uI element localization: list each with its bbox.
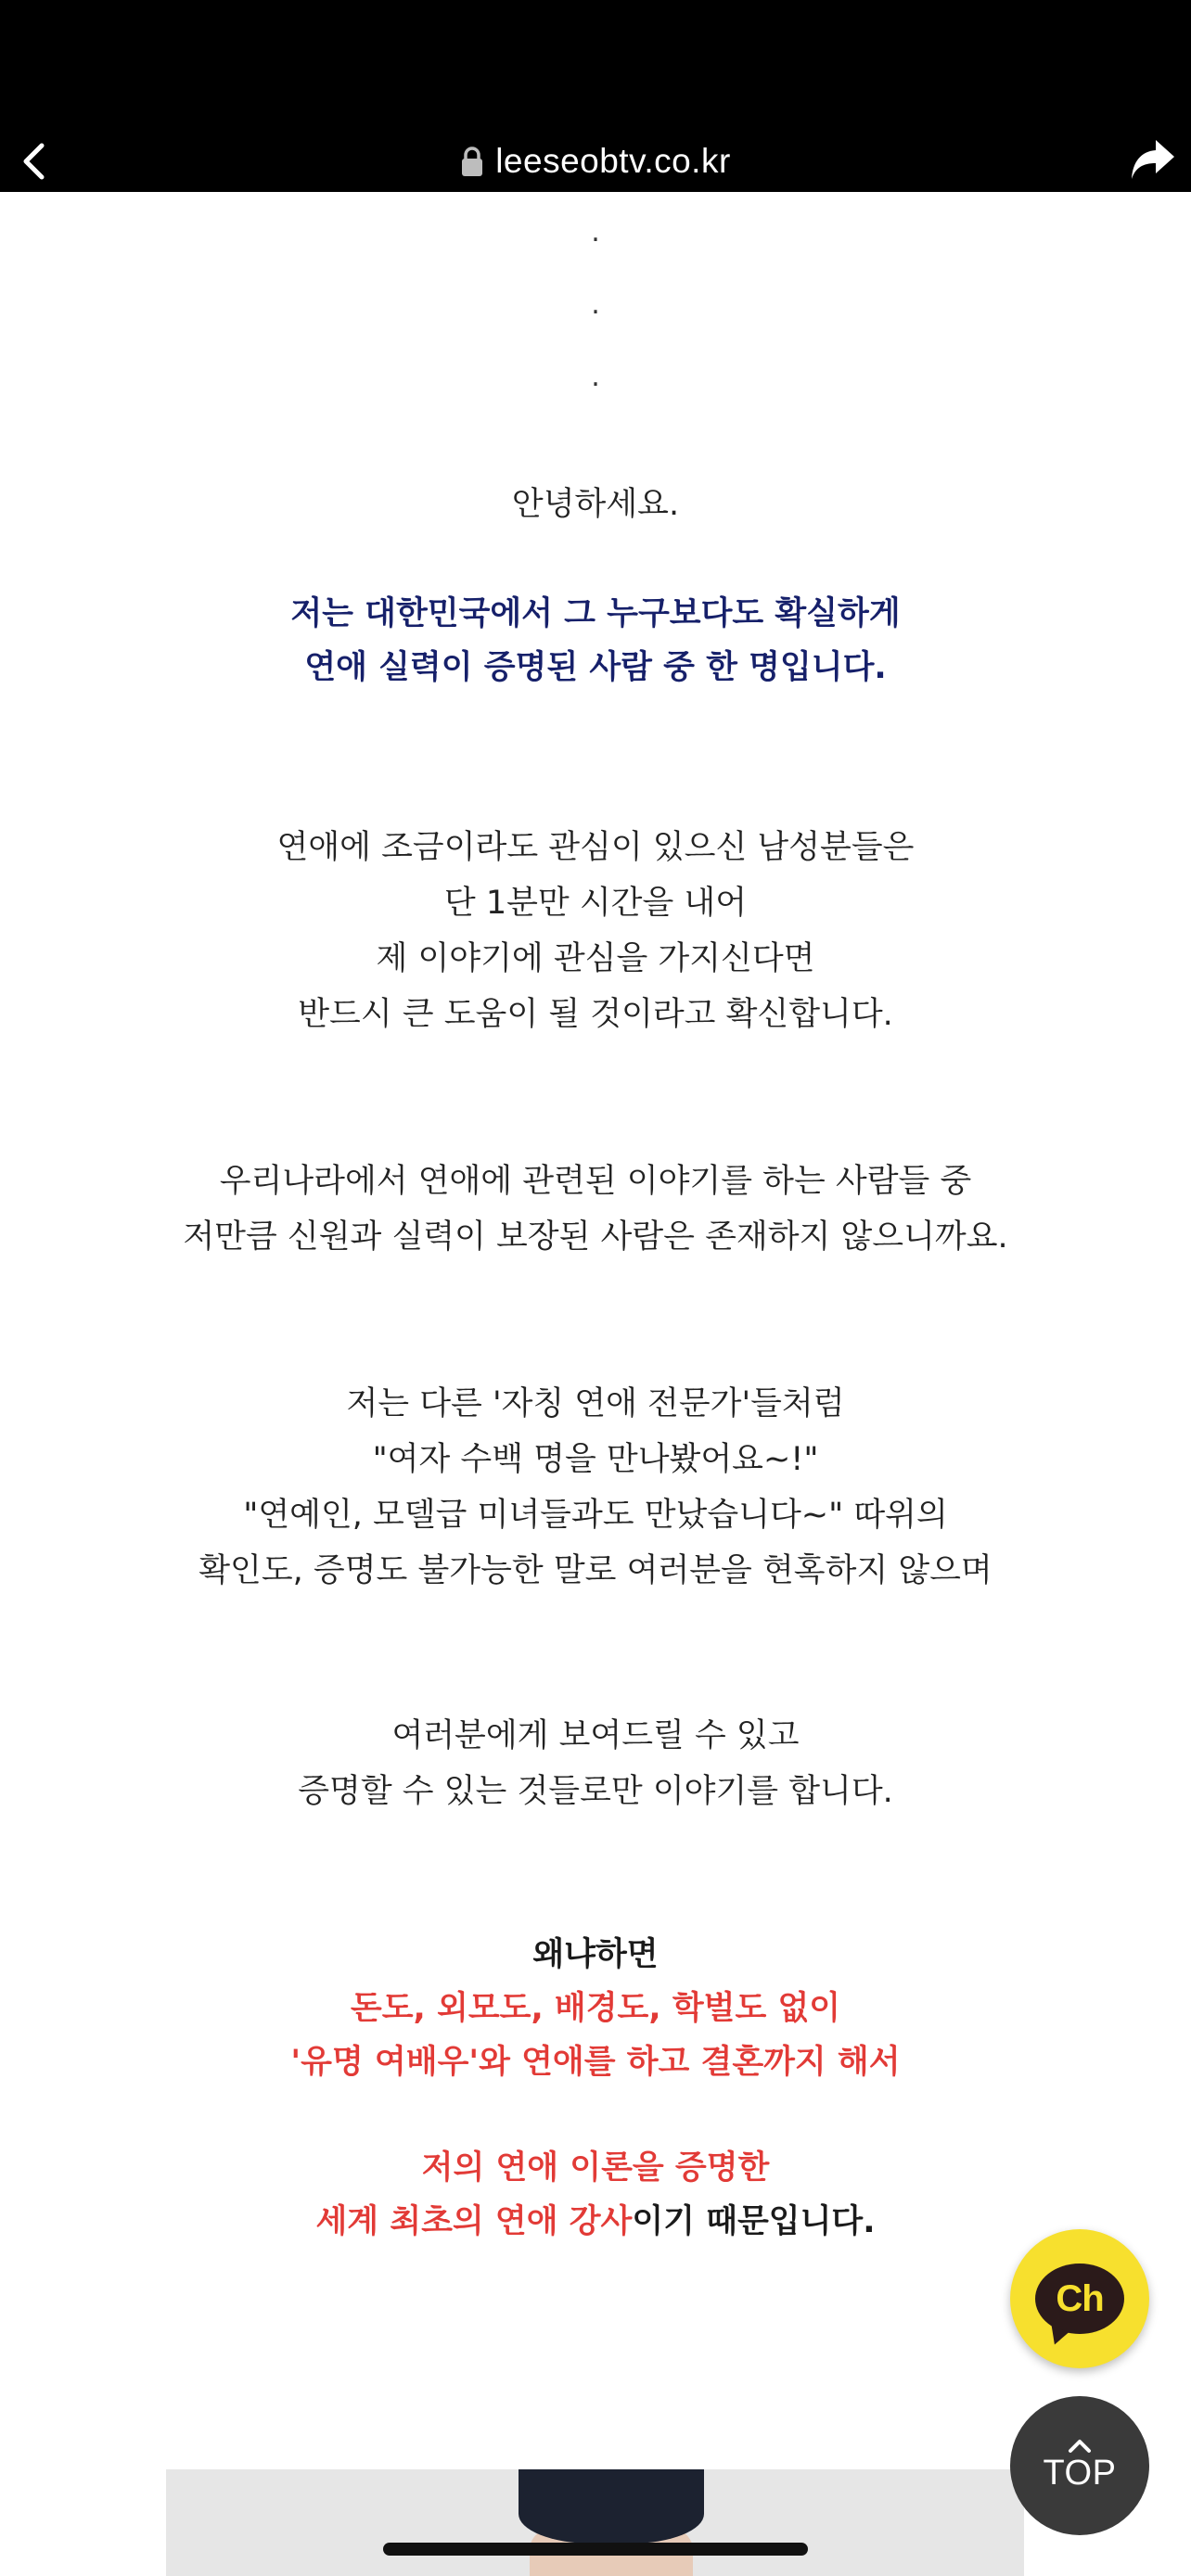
address-bar[interactable] bbox=[0, 137, 1191, 185]
url-text: leeseobtv.co.kr bbox=[495, 142, 731, 180]
scroll-top-label: TOP bbox=[1043, 2454, 1117, 2493]
body-line: 여러분에게 보여드릴 수 있고 bbox=[391, 1717, 800, 1754]
intro-line: 연애 실력이 증명된 사람 중 한 명입니다. bbox=[304, 649, 887, 686]
separator-dot: . bbox=[591, 216, 600, 249]
body-line: 제 이야기에 관심을 가지신다면 bbox=[376, 940, 815, 977]
body-line: 확인도, 증명도 불가능한 말로 여러분을 현혹하지 않으며 bbox=[198, 1552, 992, 1589]
lock-icon bbox=[460, 146, 484, 177]
body-line: 단 1분만 시간을 내어 bbox=[443, 885, 748, 922]
greeting-text: 안녕하세요. bbox=[511, 486, 680, 523]
reason-heading: 왜냐하면 bbox=[532, 1936, 659, 1973]
separator-dot: . bbox=[591, 288, 600, 321]
browser-top-bar bbox=[0, 0, 1191, 192]
body-line: 반드시 큰 도움이 될 것이라고 확신합니다. bbox=[298, 996, 893, 1033]
body-line: 우리나라에서 연애에 관련된 이야기를 하는 사람들 중 bbox=[219, 1163, 972, 1200]
home-indicator[interactable] bbox=[383, 2543, 808, 2556]
body-line: "연예인, 모델급 미녀들과도 만났습니다~" 따위의 bbox=[243, 1497, 948, 1534]
reason-highlight-line: '유명 여배우'와 연애를 하고 결혼까지 해서 bbox=[290, 2044, 901, 2081]
body-line: 증명할 수 있는 것들로만 이야기를 합니다. bbox=[298, 1773, 893, 1810]
conclusion-highlight: 세계 최초의 연애 강사 bbox=[315, 2203, 633, 2240]
conclusion-highlight-line: 저의 연애 이론을 증명한 bbox=[421, 2149, 770, 2187]
kakao-channel-label: Ch bbox=[1056, 2277, 1104, 2319]
share-button[interactable] bbox=[1126, 134, 1180, 185]
body-line: 저는 다른 '자칭 연애 전문가'들처럼 bbox=[346, 1385, 845, 1422]
conclusion-line bbox=[0, 2194, 1191, 2250]
intro-line: 저는 대한민국에서 그 누구보다도 확실하게 bbox=[290, 595, 901, 632]
hero-image bbox=[166, 2469, 1024, 2576]
person-hair bbox=[519, 2469, 704, 2544]
scroll-top-button[interactable] bbox=[1010, 2396, 1149, 2535]
separator-dot: . bbox=[591, 361, 600, 393]
chevron-up-icon bbox=[1068, 2439, 1092, 2454]
body-line: "여자 수백 명을 만나봤어요~!" bbox=[372, 1441, 819, 1478]
conclusion-suffix: 이기 때문입니다. bbox=[632, 2203, 876, 2240]
kakao-channel-icon bbox=[1035, 2264, 1124, 2334]
reason-highlight-line: 돈도, 외모도, 배경도, 학벌도 없이 bbox=[350, 1990, 841, 2027]
share-arrow-icon bbox=[1130, 138, 1176, 181]
body-line: 저만큼 신원과 실력이 보장된 사람은 존재하지 않으니까요. bbox=[183, 1218, 1008, 1256]
body-line: 연애에 조금이라도 관심이 있으신 남성분들은 bbox=[276, 829, 915, 866]
kakao-channel-button[interactable] bbox=[1010, 2229, 1149, 2368]
